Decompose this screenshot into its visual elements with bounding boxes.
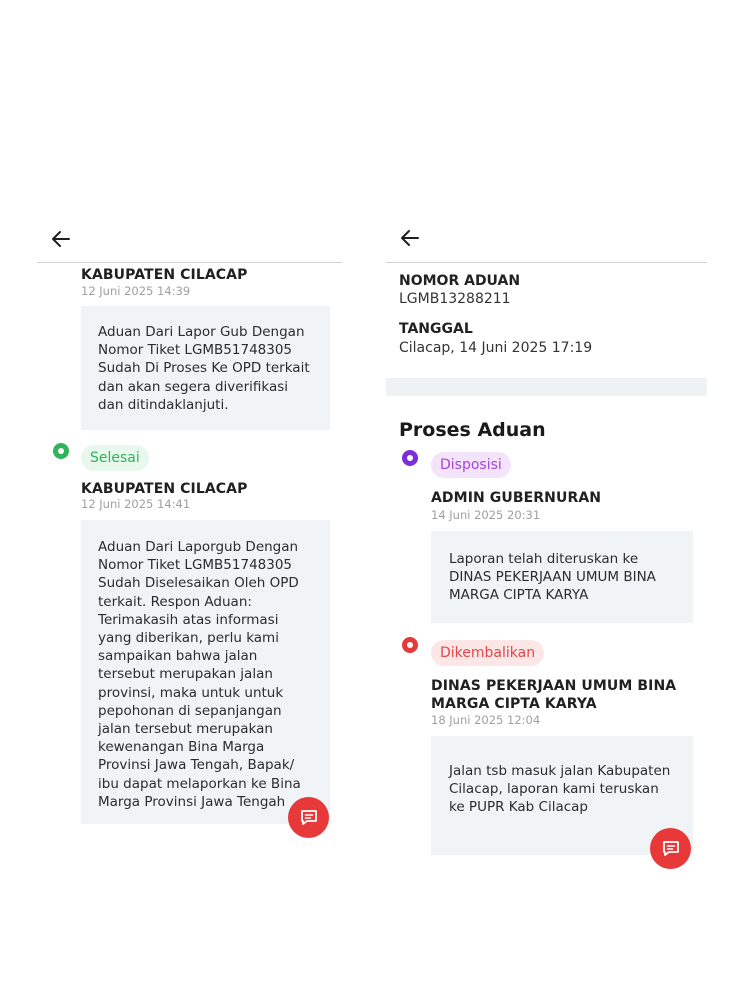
status-dot-purple: [402, 450, 418, 466]
chat-icon: [661, 839, 681, 859]
status-dot-red: [402, 637, 418, 653]
header-divider: [37, 262, 342, 263]
header-divider: [386, 262, 707, 263]
right-entry2-message: Jalan tsb masuk jalan Kabupaten Cilacap, laporan kami teruskan ke PUPR Kab Cilacap: [431, 736, 693, 855]
tanggal-label: TANGGAL: [399, 321, 473, 337]
left-entry1-date: 12 Juni 2025 14:39: [81, 284, 191, 298]
chat-fab-button[interactable]: [650, 828, 691, 869]
left-entry2-date: 12 Juni 2025 14:41: [81, 497, 191, 511]
status-dot-green: [53, 443, 69, 459]
right-entry1-org: ADMIN GUBERNURAN: [431, 490, 602, 506]
back-arrow-icon[interactable]: [399, 227, 421, 249]
left-entry2-message: Aduan Dari Laporgub Dengan Nomor Tiket LGMB51748305 Sudah Diselesaikan Oleh OPD terkait. Respon Aduan: Terimakasih atas informasi yang diberikan, perlu kami sampaikan bahwa jalan tersebut merupakan jalan provinsi, maka untuk untuk pepohonan di sepanjangan jalan tersebut merupakan kewenangan Bina Marga Provinsi Jawa Tengah, Bapak/ ibu dapat melaporkan ke Bina Marga Provinsi Jawa Tengah: [81, 520, 330, 824]
left-entry1-message: Aduan Dari Lapor Gub Dengan Nomor Tiket LGMB51748305 Sudah Di Proses Ke OPD terkait dan akan segera diverifikasi dan ditindaklanjuti.: [81, 306, 330, 430]
left-entry2-org: KABUPATEN CILACAP: [81, 481, 248, 497]
status-badge-selesai: Selesai: [81, 445, 149, 471]
status-badge-dikembalikan: Dikembalikan: [431, 640, 544, 666]
right-entry1-date: 14 Juni 2025 20:31: [431, 508, 541, 522]
nomor-aduan-label: NOMOR ADUAN: [399, 273, 521, 289]
nomor-aduan-value: LGMB13288211: [399, 291, 511, 307]
right-entry2-date: 18 Juni 2025 12:04: [431, 713, 541, 727]
left-entry1-org: KABUPATEN CILACAP: [81, 267, 248, 283]
back-arrow-icon[interactable]: [50, 228, 72, 250]
chat-fab-button[interactable]: [288, 797, 329, 838]
section-title: Proses Aduan: [399, 419, 546, 441]
chat-icon: [299, 808, 319, 828]
status-badge-disposisi: Disposisi: [431, 452, 511, 478]
tanggal-value: Cilacap, 14 Juni 2025 17:19: [399, 340, 593, 356]
right-entry1-message: Laporan telah diteruskan ke DINAS PEKERJAAN UMUM BINA MARGA CIPTA KARYA: [431, 531, 693, 623]
section-separator: [386, 378, 707, 396]
right-entry2-org: DINAS PEKERJAAN UMUM BINA MARGA CIPTA KARYA: [431, 678, 677, 712]
